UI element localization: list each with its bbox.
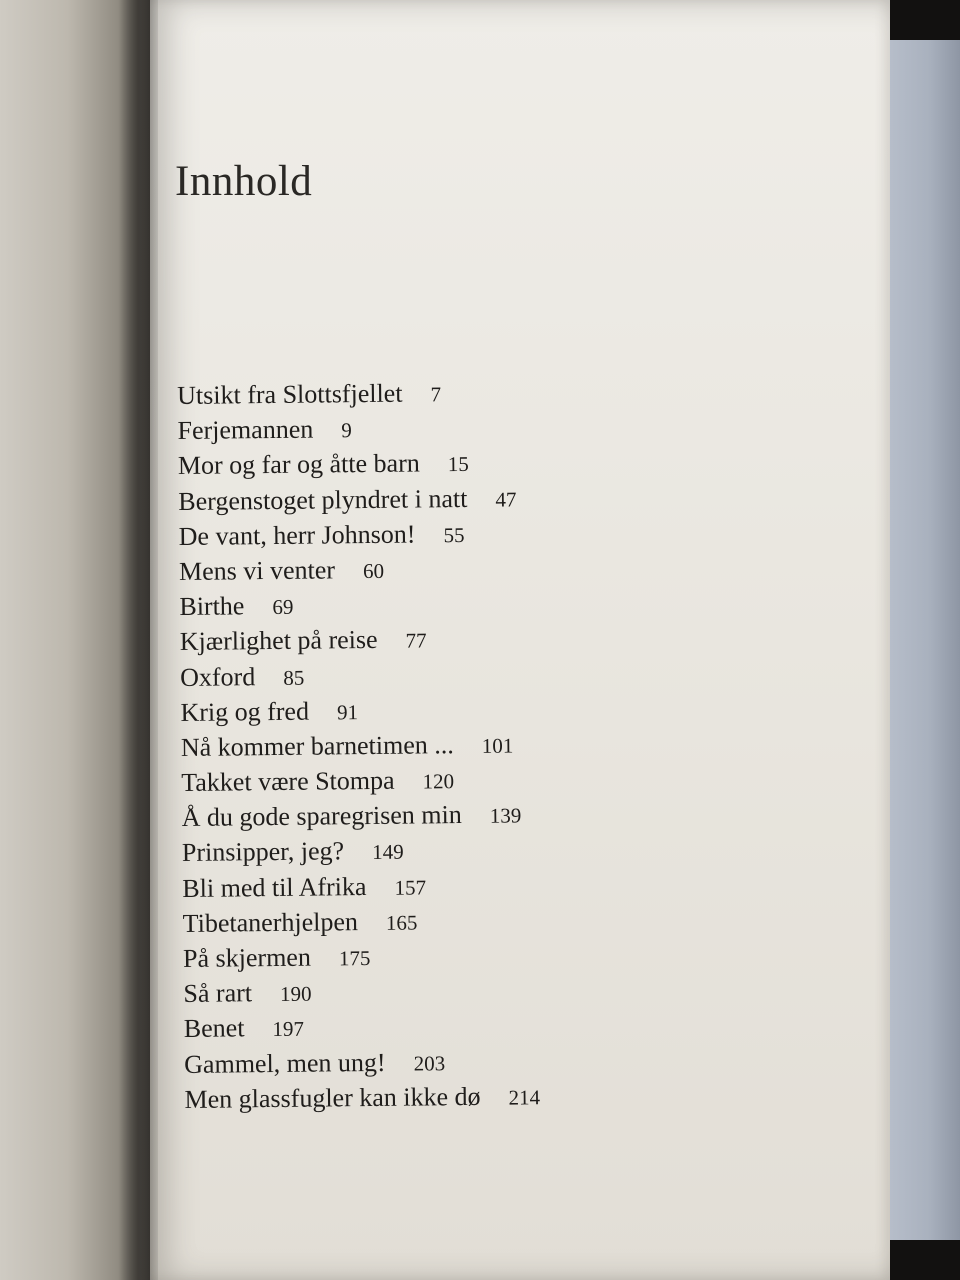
toc-entry-title: Krig og fred [180, 696, 310, 727]
toc-entry-page: 7 [430, 382, 442, 407]
toc-entry-page: 60 [362, 558, 385, 583]
toc-entry-page: 175 [338, 946, 371, 971]
toc-entry-page: 85 [283, 665, 305, 690]
toc-entry-page: 101 [481, 733, 514, 758]
book-gutter-shadow [118, 0, 158, 1280]
toc-entry [182, 865, 702, 906]
book-cover-edge [882, 40, 960, 1240]
toc-entry-title: Ferjemannen [177, 414, 314, 446]
toc-entry-title: Å du gode sparegrisen min [181, 800, 462, 833]
toc-entry-title: Birthe [179, 591, 245, 622]
toc-entry-page: 77 [405, 628, 427, 653]
toc-entry-title: Benet [183, 1013, 245, 1044]
toc-entry [184, 1076, 704, 1117]
toc-entry [183, 936, 703, 977]
toc-entry-title: Mor og far og åtte barn [177, 448, 420, 481]
toc-entry [183, 900, 703, 941]
page-title: Innhold [175, 158, 313, 205]
toc-entry-page: 91 [336, 699, 359, 725]
toc-entry-page: 69 [272, 594, 294, 620]
toc-entry-page: 197 [272, 1017, 305, 1042]
toc-entry [177, 408, 697, 449]
toc-entry [184, 1006, 704, 1047]
toc-entry-title: Mens vi venter [178, 555, 336, 586]
toc-entry-title: Oxford [179, 661, 256, 692]
toc-entry-page: 165 [385, 910, 418, 935]
toc-entry-page: 120 [422, 769, 455, 794]
toc-entry [178, 513, 698, 554]
toc-entry [180, 654, 700, 695]
toc-entry [183, 971, 703, 1012]
toc-entry-page: 139 [489, 803, 522, 828]
toc-entry [184, 1041, 704, 1082]
toc-entry [178, 443, 698, 484]
toc-entry-page: 55 [443, 522, 465, 547]
toc-entry [178, 478, 698, 519]
toc-entry-page: 15 [447, 452, 469, 477]
table-of-contents [177, 373, 705, 1117]
toc-entry-title: Bergenstoget plyndret i natt [178, 483, 468, 516]
toc-entry [181, 724, 701, 765]
toc-entry-page: 9 [341, 418, 352, 443]
toc-entry [179, 584, 699, 625]
toc-entry-page: 190 [279, 981, 312, 1007]
toc-entry [180, 689, 700, 730]
toc-entry-title: Prinsipper, jeg? [181, 836, 345, 868]
toc-entry-page: 203 [413, 1050, 446, 1076]
toc-entry-title: Bli med til Afrika [182, 871, 367, 903]
toc-entry-title: Men glassfugler kan ikke dø [184, 1081, 481, 1114]
toc-entry-title: Takket være Stompa [181, 765, 395, 798]
toc-entry [180, 619, 700, 660]
toc-entry-title: På skjermen [182, 942, 312, 973]
toc-entry-title: Nå kommer barnetimen ... [180, 729, 454, 762]
toc-entry [181, 795, 701, 836]
toc-entry [182, 830, 702, 871]
toc-entry-title: Kjærlighet på reise [179, 625, 378, 657]
toc-entry-page: 149 [372, 840, 404, 865]
toc-entry-title: Gammel, men ung! [184, 1047, 386, 1079]
toc-entry-title: Utsikt fra Slottsfjellet [177, 378, 403, 410]
toc-entry-title: Tibetanerhjelpen [182, 906, 359, 938]
toc-entry-page: 47 [495, 487, 517, 512]
toc-entry-page: 214 [508, 1084, 541, 1110]
toc-entry-title: Så rart [183, 978, 253, 1009]
toc-entry [177, 373, 697, 414]
toc-entry-title: De vant, herr Johnson! [178, 519, 416, 551]
toc-entry [179, 548, 699, 589]
toc-entry [181, 760, 701, 801]
toc-entry-page: 157 [394, 875, 427, 900]
